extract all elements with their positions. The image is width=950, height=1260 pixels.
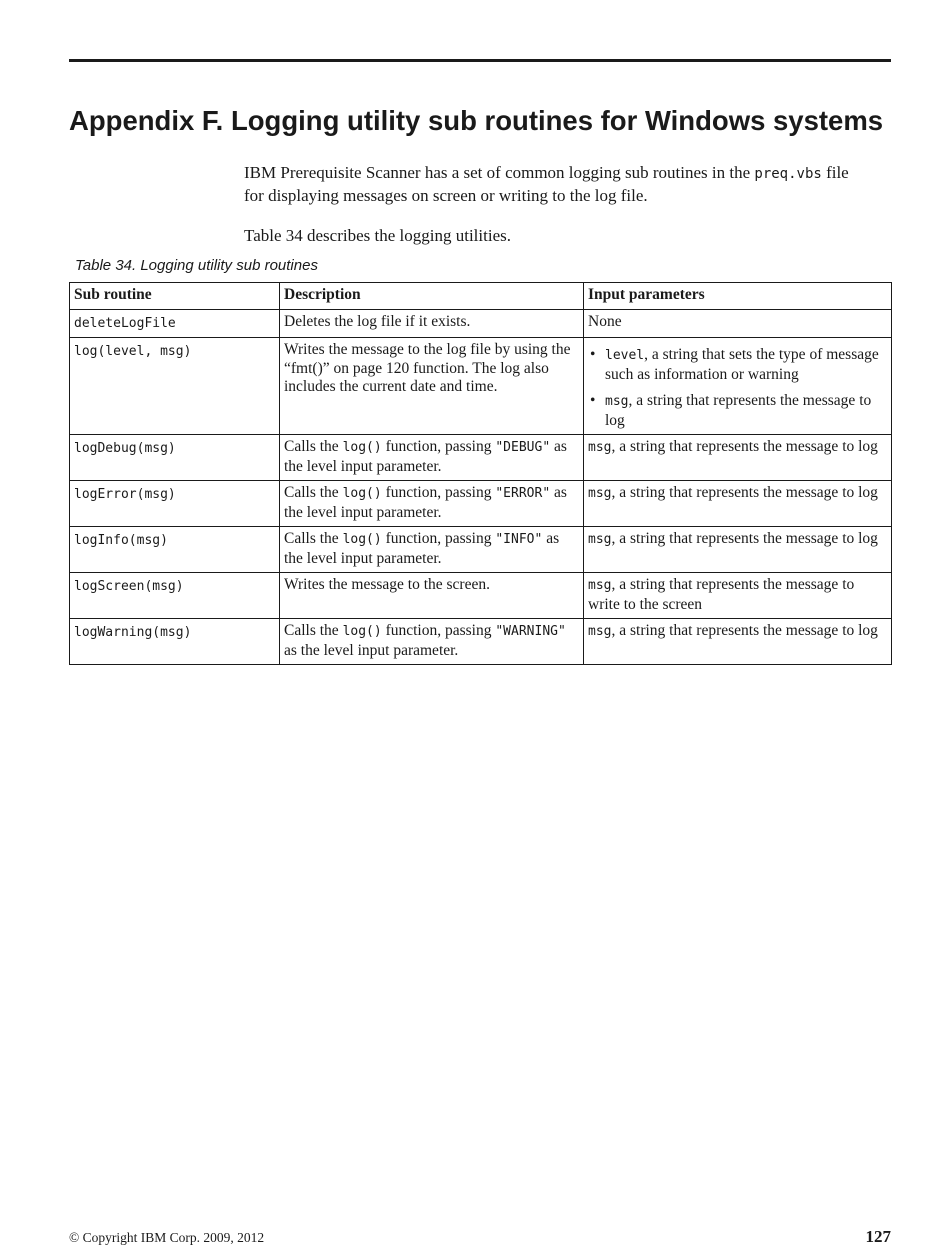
desc-code: log() [342,624,382,639]
sub-routine-cell: logInfo(msg) [70,527,280,573]
desc-code: "ERROR" [495,486,551,501]
description-cell [280,619,584,665]
desc-code: "INFO" [495,532,543,547]
table-row [70,309,892,338]
table-row [70,338,892,435]
desc-text: Calls the [284,622,343,639]
param-code: level [605,348,645,363]
param-text: , a string that represents the message to log [605,392,872,429]
description-cell: Writes the message to the screen. [280,573,584,619]
param-code: msg [588,578,612,593]
table-row [70,619,892,665]
intro-text-before: IBM Prerequisite Scanner has a set of common logging sub routines in the [244,163,755,182]
desc-text: function, passing [381,622,496,639]
sub-routine-cell: logScreen(msg) [70,573,280,619]
header-rule [69,59,891,62]
table-row [70,573,892,619]
sub-routine-cell: logDebug(msg) [70,435,280,481]
description-cell: Writes the message to the log file by using the “fmt()” on page 120 function. The log also includes the current date and time. [280,338,584,435]
sub-routine-cell: logError(msg) [70,481,280,527]
desc-code: log() [342,440,382,455]
table-row [70,527,892,573]
intro-text-after: file for displaying messages on screen or writing to the log file. [244,163,849,205]
param-code: msg [588,624,612,639]
desc-code: log() [342,486,382,501]
desc-text: function, passing [381,484,496,501]
params-cell [584,481,892,527]
desc-text: Calls the [284,530,343,547]
param-text: , a string that represents the message to log [611,530,878,547]
desc-text: function, passing [381,530,496,547]
param-text: , a string that represents the message to log [611,484,878,501]
intro-code: preq.vbs [754,166,822,182]
intro-paragraph [244,162,864,206]
desc-text: Calls the [284,484,343,501]
table-caption: Table 34. Logging utility sub routines [75,257,318,274]
list-item [588,392,887,430]
desc-text: Calls the [284,438,343,455]
params-cell: None [584,309,892,338]
params-list [588,346,887,430]
page-title: Appendix F. Logging utility sub routines for Windows systems [69,105,884,136]
params-cell [584,573,892,619]
desc-text: as the level input parameter. [284,530,560,567]
desc-text: as the level input parameter. [284,484,567,521]
desc-text: function, passing [381,438,496,455]
params-cell [584,527,892,573]
sub-routine-cell: log(level, msg) [70,338,280,435]
sub-routine-cell: logWarning(msg) [70,619,280,665]
logging-subroutines-table [69,282,892,665]
param-code: msg [588,532,612,547]
param-text: , a string that represents the message to log [611,438,878,455]
header-description: Description [280,283,584,310]
header-sub-routine: Sub routine [70,283,280,310]
table-row [70,435,892,481]
param-text: , a string that represents the message to log [611,622,878,639]
header-input-parameters: Input parameters [584,283,892,310]
description-cell [280,527,584,573]
bullet-icon: • [590,346,596,363]
copyright-notice: © Copyright IBM Corp. 2009, 2012 [69,1230,265,1245]
table-header-row [70,283,892,310]
param-code: msg [588,486,612,501]
list-item [588,346,887,384]
params-cell [584,619,892,665]
sub-routine-cell: deleteLogFile [70,309,280,338]
params-cell [584,338,892,435]
description-cell: Deletes the log file if it exists. [280,309,584,338]
desc-code: log() [342,532,382,547]
desc-text: as the level input parameter. [284,641,459,659]
param-code: msg [588,440,612,455]
table-reference-paragraph: Table 34 describes the logging utilities. [244,226,511,245]
desc-text: as the level input parameter. [284,438,567,475]
params-cell [584,435,892,481]
description-cell [280,481,584,527]
description-cell [280,435,584,481]
bullet-icon: • [590,392,596,409]
param-text: , a string that sets the type of message such as information or warning [605,346,879,383]
page-number: 127 [865,1227,891,1246]
param-text: , a string that represents the message to write to the screen [588,576,855,613]
desc-code: "WARNING" [495,624,566,639]
table-row [70,481,892,527]
param-code: msg [605,394,629,409]
desc-code: "DEBUG" [495,440,551,455]
